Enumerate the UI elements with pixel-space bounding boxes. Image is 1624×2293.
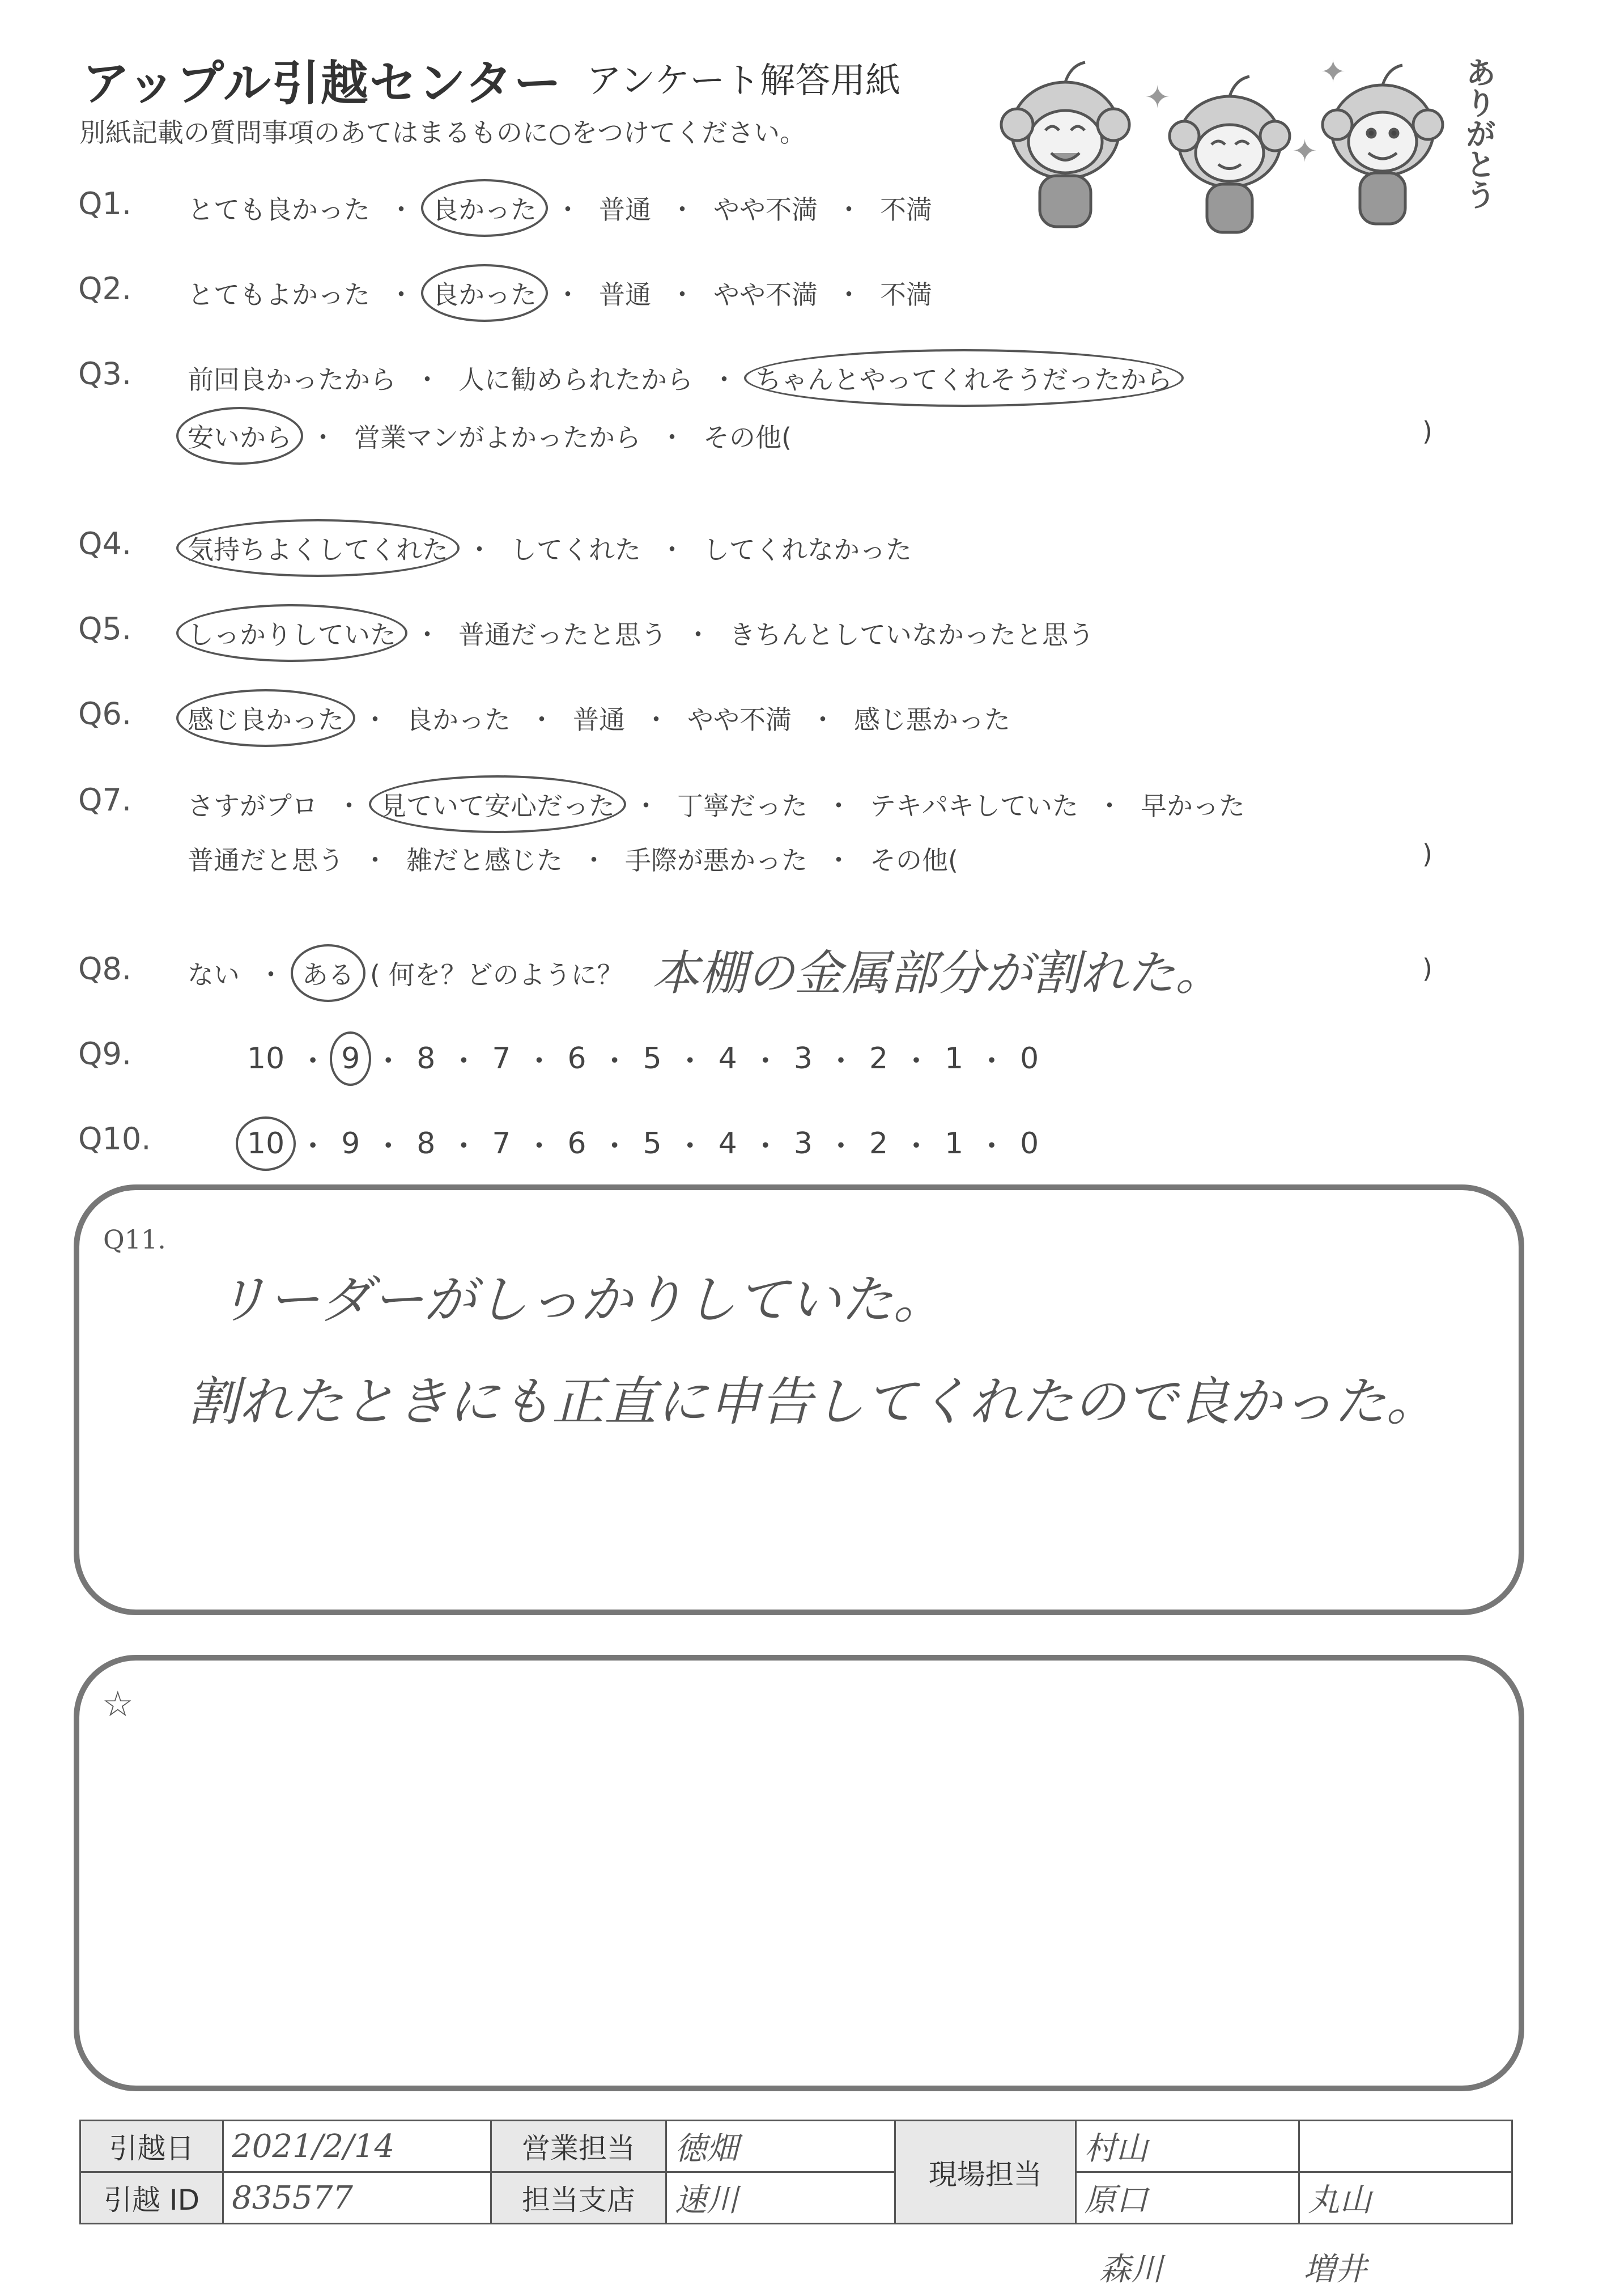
q7-option[interactable]: 雑だと感じた [406,845,563,876]
q9-score[interactable]: 7 [492,1041,511,1076]
q2-option-selected[interactable]: 良かった [429,272,540,314]
sales-label: 営業担当 [491,2121,666,2172]
q9-score[interactable]: 10 [247,1041,285,1076]
q7-option[interactable]: 手際が悪かった [625,845,807,876]
form-title: アンケート解答用紙 [586,60,901,101]
sales-value[interactable]: 徳畑 [666,2121,895,2172]
q8-option-selected[interactable]: ある [299,952,358,994]
q7-option[interactable]: 丁寧だった [677,791,807,821]
q2-label: Q2. [78,271,132,307]
q7-option[interactable]: さすがプロ [188,791,318,821]
thanks-text: ありがとう [1461,57,1497,210]
q7-option[interactable]: テキパキしていた [870,791,1078,821]
q9-score[interactable]: 6 [567,1041,586,1076]
site-staff-1[interactable]: 村山 [1075,2121,1299,2172]
q3-label: Q3. [78,356,132,392]
q7-option-selected[interactable]: 見ていて安心だった [377,783,618,825]
site-staff-3[interactable]: 丸山 [1299,2172,1512,2224]
q9-score[interactable]: 5 [643,1041,662,1076]
q10-score-selected[interactable]: 10 [244,1124,288,1163]
q1-label: Q1. [78,186,132,222]
site-staff-2[interactable]: 原口 [1075,2172,1299,2224]
q10-label: Q10. [78,1121,151,1157]
q10-score[interactable]: 0 [1020,1126,1039,1161]
q7-option[interactable]: 早かった [1141,791,1245,821]
q3-options-row1: 前回良かったから ・ 人に勧められたから ・ ちゃんとやってくれそうだったから [184,357,1176,399]
q5-label: Q5. [78,611,132,647]
site-staff-4: 森川 [1099,2251,1163,2288]
q5-option-selected[interactable]: しっかりしていた [184,612,399,654]
q10-score[interactable]: 6 [567,1126,586,1161]
move-id-label: 引越 ID [80,2172,223,2224]
site-staff-empty[interactable] [1299,2121,1512,2172]
q6-label: Q6. [78,696,132,732]
q8-option[interactable]: ない [188,959,240,990]
staff-comment-box[interactable] [74,1655,1524,2091]
instructions: 別紙記載の質問事項のあてはまるものに○をつけてください。 [79,117,806,148]
brand-title: アップル引越センター [82,56,563,111]
q10-scale: 10 ・ 9 ・ 8 ・ 7 ・ 6 ・ 5 ・ 4 ・ 3 ・ 2 ・ 1 ・ 0 [244,1122,1042,1165]
branch-label: 担当支店 [491,2172,666,2224]
q1-option[interactable]: とても良かった [188,194,370,225]
footer-table [79,2120,1513,2224]
q7-options-row2: 普通だと思う ・ 雑だと感じた ・ 手際が悪かった ・ その他( [184,838,962,880]
q6-options: 感じ良かった ・ 良かった ・ 普通 ・ やや不満 ・ 感じ悪かった [184,697,1014,739]
q6-option-selected[interactable]: 感じ良かった [184,697,347,739]
q6-option[interactable]: やや不満 [687,704,792,735]
monkey-mascots-icon [986,51,1496,244]
q3-close-paren: ) [1422,416,1432,447]
q4-label: Q4. [78,526,132,562]
q3-option-other[interactable]: その他( [703,422,792,453]
q7-option[interactable]: 普通だと思う [188,845,344,876]
q2-option[interactable]: とてもよかった [188,279,370,310]
q7-options-row1: さすがプロ ・ 見ていて安心だった ・ 丁寧だった ・ テキパキしていた ・ 早かった [184,783,1248,825]
q1-option[interactable]: 普通 [599,194,651,225]
site-staff-5: 増井 [1303,2251,1367,2288]
q5-option[interactable]: きちんとしていなかったと思う [729,619,1094,650]
branch-value[interactable]: 速川 [666,2172,895,2224]
q9-score[interactable]: 3 [793,1041,813,1076]
q10-score[interactable]: 3 [793,1126,813,1161]
sparkle-icon: ✦ [1145,79,1171,115]
q10-score[interactable]: 2 [869,1126,888,1161]
q9-score[interactable]: 8 [416,1041,436,1076]
star-icon: ☆ [102,1683,134,1725]
q9-score[interactable]: 4 [718,1041,737,1076]
q3-option-selected[interactable]: 安いから [184,415,295,457]
q7-label: Q7. [78,782,132,818]
q3-options-row2: 安いから ・ 営業マンがよかったから ・ その他( [184,415,795,457]
q4-option-selected[interactable]: 気持ちよくしてくれた [184,527,452,569]
q6-option[interactable]: 普通 [573,704,625,735]
q4-option[interactable]: してくれなかった [703,534,912,565]
q7-close-paren: ) [1422,839,1432,869]
q4-options: 気持ちよくしてくれた ・ してくれた ・ してくれなかった [184,527,915,569]
sparkle-icon: ✦ [1320,54,1346,90]
move-id-value[interactable]: 835577 [223,2172,491,2224]
q3-option[interactable]: 前回良かったから [188,364,396,395]
q6-option[interactable]: 良かった [406,704,511,735]
move-date-label: 引越日 [80,2121,223,2172]
q1-option-selected[interactable]: 良かった [429,187,540,229]
q8-options: ない ・ ある ( 何を？どのように？ [184,952,623,994]
q1-options: とても良かった ・ 良かった ・ 普通 ・ やや不満 ・ 不満 [184,187,936,229]
q3-option[interactable]: 人に勧められたから [458,364,693,395]
q2-options: とてもよかった ・ 良かった ・ 普通 ・ やや不満 ・ 不満 [184,272,936,314]
q2-option[interactable]: やや不満 [713,279,818,310]
q7-option-other[interactable]: その他( [870,845,958,876]
move-date-value[interactable]: 2021/2/14 [223,2121,491,2172]
mascot-illustration [986,51,1496,244]
q11-comment-line: 割れたときにも正直に申告してくれたので良かった。 [187,1371,1439,1432]
q5-options: しっかりしていた ・ 普通だったと思う ・ きちんとしていなかったと思う [184,612,1098,654]
q10-score[interactable]: 1 [945,1126,964,1161]
q1-option[interactable]: 不満 [880,194,932,225]
q5-option[interactable]: 普通だったと思う [458,619,667,650]
q8-answer[interactable]: 本棚の金属部分が割れた。 [652,945,1223,1001]
q9-score[interactable]: 1 [945,1041,964,1076]
q6-option[interactable]: 感じ悪かった [854,704,1010,735]
q10-score[interactable]: 5 [643,1126,662,1161]
q9-label: Q9. [78,1036,132,1072]
sparkle-icon: ✦ [1292,133,1318,169]
q8-close-paren: ) [1422,953,1432,984]
q8-label: Q8. [78,951,132,987]
q10-score[interactable]: 9 [341,1126,360,1161]
q10-score[interactable]: 4 [718,1126,737,1161]
q8-prompt: ( 何を？どのように？ [370,959,623,990]
q9-scale: 10 ・ 9 ・ 8 ・ 7 ・ 6 ・ 5 ・ 4 ・ 3 ・ 2 ・ 1 ・ 0 [244,1037,1042,1080]
q11-comment-line: リーダーがしっかりしていた。 [215,1269,946,1330]
site-staff-label: 現場担当 [895,2121,1075,2224]
q9-score[interactable]: 2 [869,1041,888,1076]
q9-score[interactable]: 0 [1020,1041,1039,1076]
q2-option[interactable]: 不満 [880,279,932,310]
q1-option[interactable]: やや不満 [713,194,818,225]
q11-label: Q11. [103,1224,166,1255]
q2-option[interactable]: 普通 [599,279,651,310]
q10-score[interactable]: 7 [492,1126,511,1161]
q9-score-selected[interactable]: 9 [338,1039,363,1078]
q11-comment-box[interactable] [74,1184,1524,1615]
q3-option[interactable]: 営業マンがよかったから [354,422,641,453]
q4-option[interactable]: してくれた [511,534,641,565]
q3-option-selected[interactable]: ちゃんとやってくれそうだったから [752,357,1176,399]
q10-score[interactable]: 8 [416,1126,436,1161]
